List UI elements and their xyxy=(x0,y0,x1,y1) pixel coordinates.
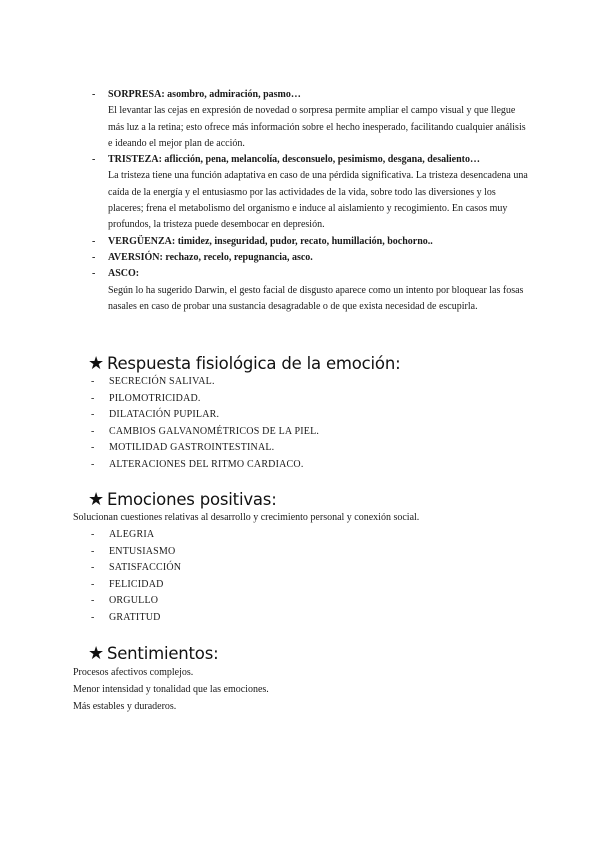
list-bullet: - xyxy=(92,89,96,100)
emotion-item-aversion xyxy=(92,250,532,266)
emotion-title: AVERSIÓN: rechazo, recelo, repugnancia, asco. xyxy=(108,251,313,263)
list-item: - ALEGRIA xyxy=(91,529,155,540)
list-bullet: - xyxy=(92,251,96,263)
list-bullet: - xyxy=(92,235,96,247)
section-heading-fisiologica xyxy=(88,353,400,374)
list-item: - PILOMOTRICIDAD. xyxy=(91,392,201,404)
emotion-title: VERGÜENZA: timidez, inseguridad, pudor, recato, humillación, bochorno.. xyxy=(108,235,433,247)
list-item: - MOTILIDAD GASTROINTESTINAL. xyxy=(91,442,275,453)
list-item: - ORGULLO xyxy=(91,595,159,606)
star-icon: ★ xyxy=(88,489,104,510)
emotion-item-sorpresa xyxy=(92,87,532,152)
list-bullet: - xyxy=(92,268,96,280)
star-icon: ★ xyxy=(88,643,104,664)
list-item: - SECRECIÓN SALIVAL. xyxy=(91,376,215,387)
emotion-title: TRISTEZA: aflicción, pena, melancolía, desconsuelo, pesimismo, desgana, desaliento… xyxy=(108,154,480,166)
emotion-description: El levantar las cejas en expresión de novedad o sorpresa permite ampliar el campo visual y que llegue más luz a la retina; esto ofrece más información sobre el hecho inesperado, facilitando cualquier análisis e ideando el mejor plan de acción. xyxy=(108,105,526,149)
sentimientos-text xyxy=(73,664,269,715)
heading-text: Respuesta fisiológica de la emoción: xyxy=(106,354,401,373)
list-item: - ENTUSIASMO xyxy=(91,545,176,557)
list-item: - ALTERACIONES DEL RITMO CARDIACO. xyxy=(91,458,304,470)
text-line: Más estables y duraderos. xyxy=(73,701,177,712)
list-item: - FELICIDAD xyxy=(91,578,164,590)
emotion-list xyxy=(92,87,532,315)
heading-text: Emociones positivas: xyxy=(106,490,277,509)
emotion-item-asco xyxy=(92,266,532,315)
emotion-title: ASCO: xyxy=(108,268,140,280)
emotion-item-tristeza xyxy=(92,152,532,233)
emotion-item-verguenza xyxy=(92,234,532,250)
list-item: - CAMBIOS GALVANOMÉTRICOS DE LA PIEL. xyxy=(91,425,320,437)
text-line: Procesos afectivos complejos. xyxy=(73,667,194,678)
positivas-intro: Solucionan cuestiones relativas al desarrollo y crecimiento personal y conexión social. xyxy=(73,512,420,523)
emotion-title: SORPRESA: asombro, admiración, pasmo… xyxy=(108,89,301,100)
heading-text: Sentimientos: xyxy=(106,644,219,663)
text-line: Menor intensidad y tonalidad que las emociones. xyxy=(73,684,269,695)
star-icon: ★ xyxy=(88,353,104,374)
section-heading-sentimientos xyxy=(88,643,218,664)
fisiologica-list xyxy=(91,374,319,473)
emotion-description: Según lo ha sugerido Darwin, el gesto facial de disgusto aparece como un intento por bloquear las fosas nasales en caso de probar una sustancia desagradable o de que exista necesidad de escupirla. xyxy=(108,284,524,312)
list-item: - GRATITUD xyxy=(91,611,161,623)
list-item: - SATISFACCIÓN xyxy=(91,562,182,573)
section-heading-positivas xyxy=(88,489,277,510)
emotion-description: La tristeza tiene una función adaptativa en caso de una pérdida significativa. La tristeza desencadena una caída de la energía y el entusiasmo por las actividades de la vida, sobre todo las diversiones y los placeres; frena el metabolismo del organismo e induce al aislamiento y recogimiento. En casos muy profundos, la tristeza puede desembocar en depresión. xyxy=(108,170,528,231)
list-bullet: - xyxy=(92,154,96,166)
positivas-list xyxy=(91,527,181,626)
list-item: - DILATACIÓN PUPILAR. xyxy=(91,409,220,420)
